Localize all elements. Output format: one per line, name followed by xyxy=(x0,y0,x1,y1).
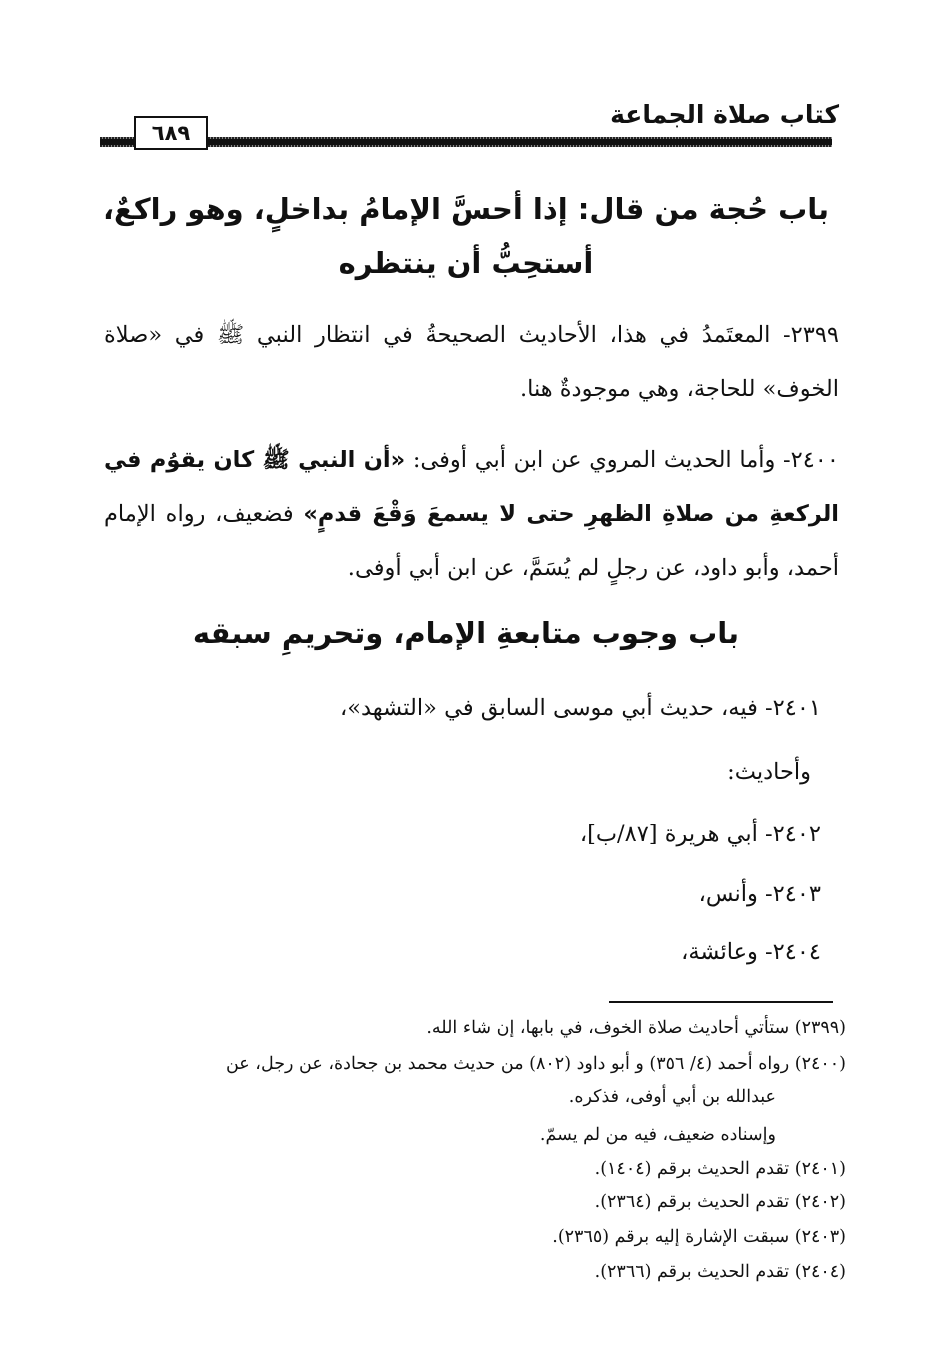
footnote-2400-cont: عبدالله بن أبي أوفى، فذكره. xyxy=(568,1087,776,1107)
page-number: ٦٨٩ xyxy=(134,116,208,150)
header-rule-bar xyxy=(100,139,832,145)
entry-2404: ٢٤٠٤- وعائشة، xyxy=(681,939,821,965)
footnote-2400-grading: وإسناده ضعيف، فيه من لم يسمّ. xyxy=(539,1125,776,1145)
footnote-2401: (٢٤٠١) تقدم الحديث برقم (١٤٠٤). xyxy=(594,1159,846,1179)
footnote-2403: (٢٤٠٣) سبقت الإشارة إليه برقم (٢٣٦٥). xyxy=(552,1227,846,1247)
entry-ahadith-label: وأحاديث: xyxy=(727,759,811,785)
chapter-heading-line-2: أستحِبُّ أن ينتظره xyxy=(338,246,594,280)
entry-2400 xyxy=(104,433,839,595)
chapter-heading-line-1: باب حُجة من قال: إذا أحسَّ الإمامُ بداخلٍ، وهو راكعٌ، xyxy=(102,192,830,226)
chapter-heading-following-imam: باب وجوب متابعةِ الإمام، وتحريمِ سبقه xyxy=(192,616,740,650)
entry-2403: ٢٤٠٣- وأنس، xyxy=(698,881,821,907)
footnote-2399: (٢٣٩٩) ستأتي أحاديث صلاة الخوف، في بابها، إن شاء الله. xyxy=(426,1018,846,1038)
chapter-heading-waiting xyxy=(100,182,832,290)
entry-2400-intro: ٢٤٠٠- وأما الحديث المروي عن ابن أبي أوفى: xyxy=(405,447,839,473)
footnote-2404: (٢٤٠٤) تقدم الحديث برقم (٢٣٦٦). xyxy=(594,1262,846,1282)
entry-2400-ruling: فضعيف، رواه الإمام أحمد، وأبو داود، عن رجلٍ لم يُسَمَّ، عن ابن أبي أوفى. xyxy=(104,501,839,581)
footnote-separator xyxy=(609,1001,833,1003)
footnote-2400: (٢٤٠٠) رواه أحمد (٤/ ٣٥٦) و أبو داود (٨٠٢) من حديث محمد بن جحادة، عن رجل، عن xyxy=(225,1054,846,1074)
footnote-2402: (٢٤٠٢) تقدم الحديث برقم (٢٣٦٤). xyxy=(594,1192,846,1212)
entry-2400-hadith-quote: «أن النبي ﷺ كان يقوُم في الركعةِ من صلاةِ الظهرِ حتى لا يسمعَ وَقْعَ قدمٍ» xyxy=(104,447,839,527)
entry-2399: ٢٣٩٩- المعتَمدُ في هذا، الأحاديث الصحيحةُ في انتظار النبي ﷺ في «صلاة الخوف» للحاجة، وهي موجودةٌ هنا. xyxy=(104,322,839,402)
entry-2401: ٢٤٠١- فيه، حديث أبي موسى السابق في «التشهد»، xyxy=(339,695,821,721)
running-title: كتاب صلاة الجماعة xyxy=(610,100,839,129)
entry-2402: ٢٤٠٢- أبي هريرة [٨٧/ب]، xyxy=(579,821,821,847)
